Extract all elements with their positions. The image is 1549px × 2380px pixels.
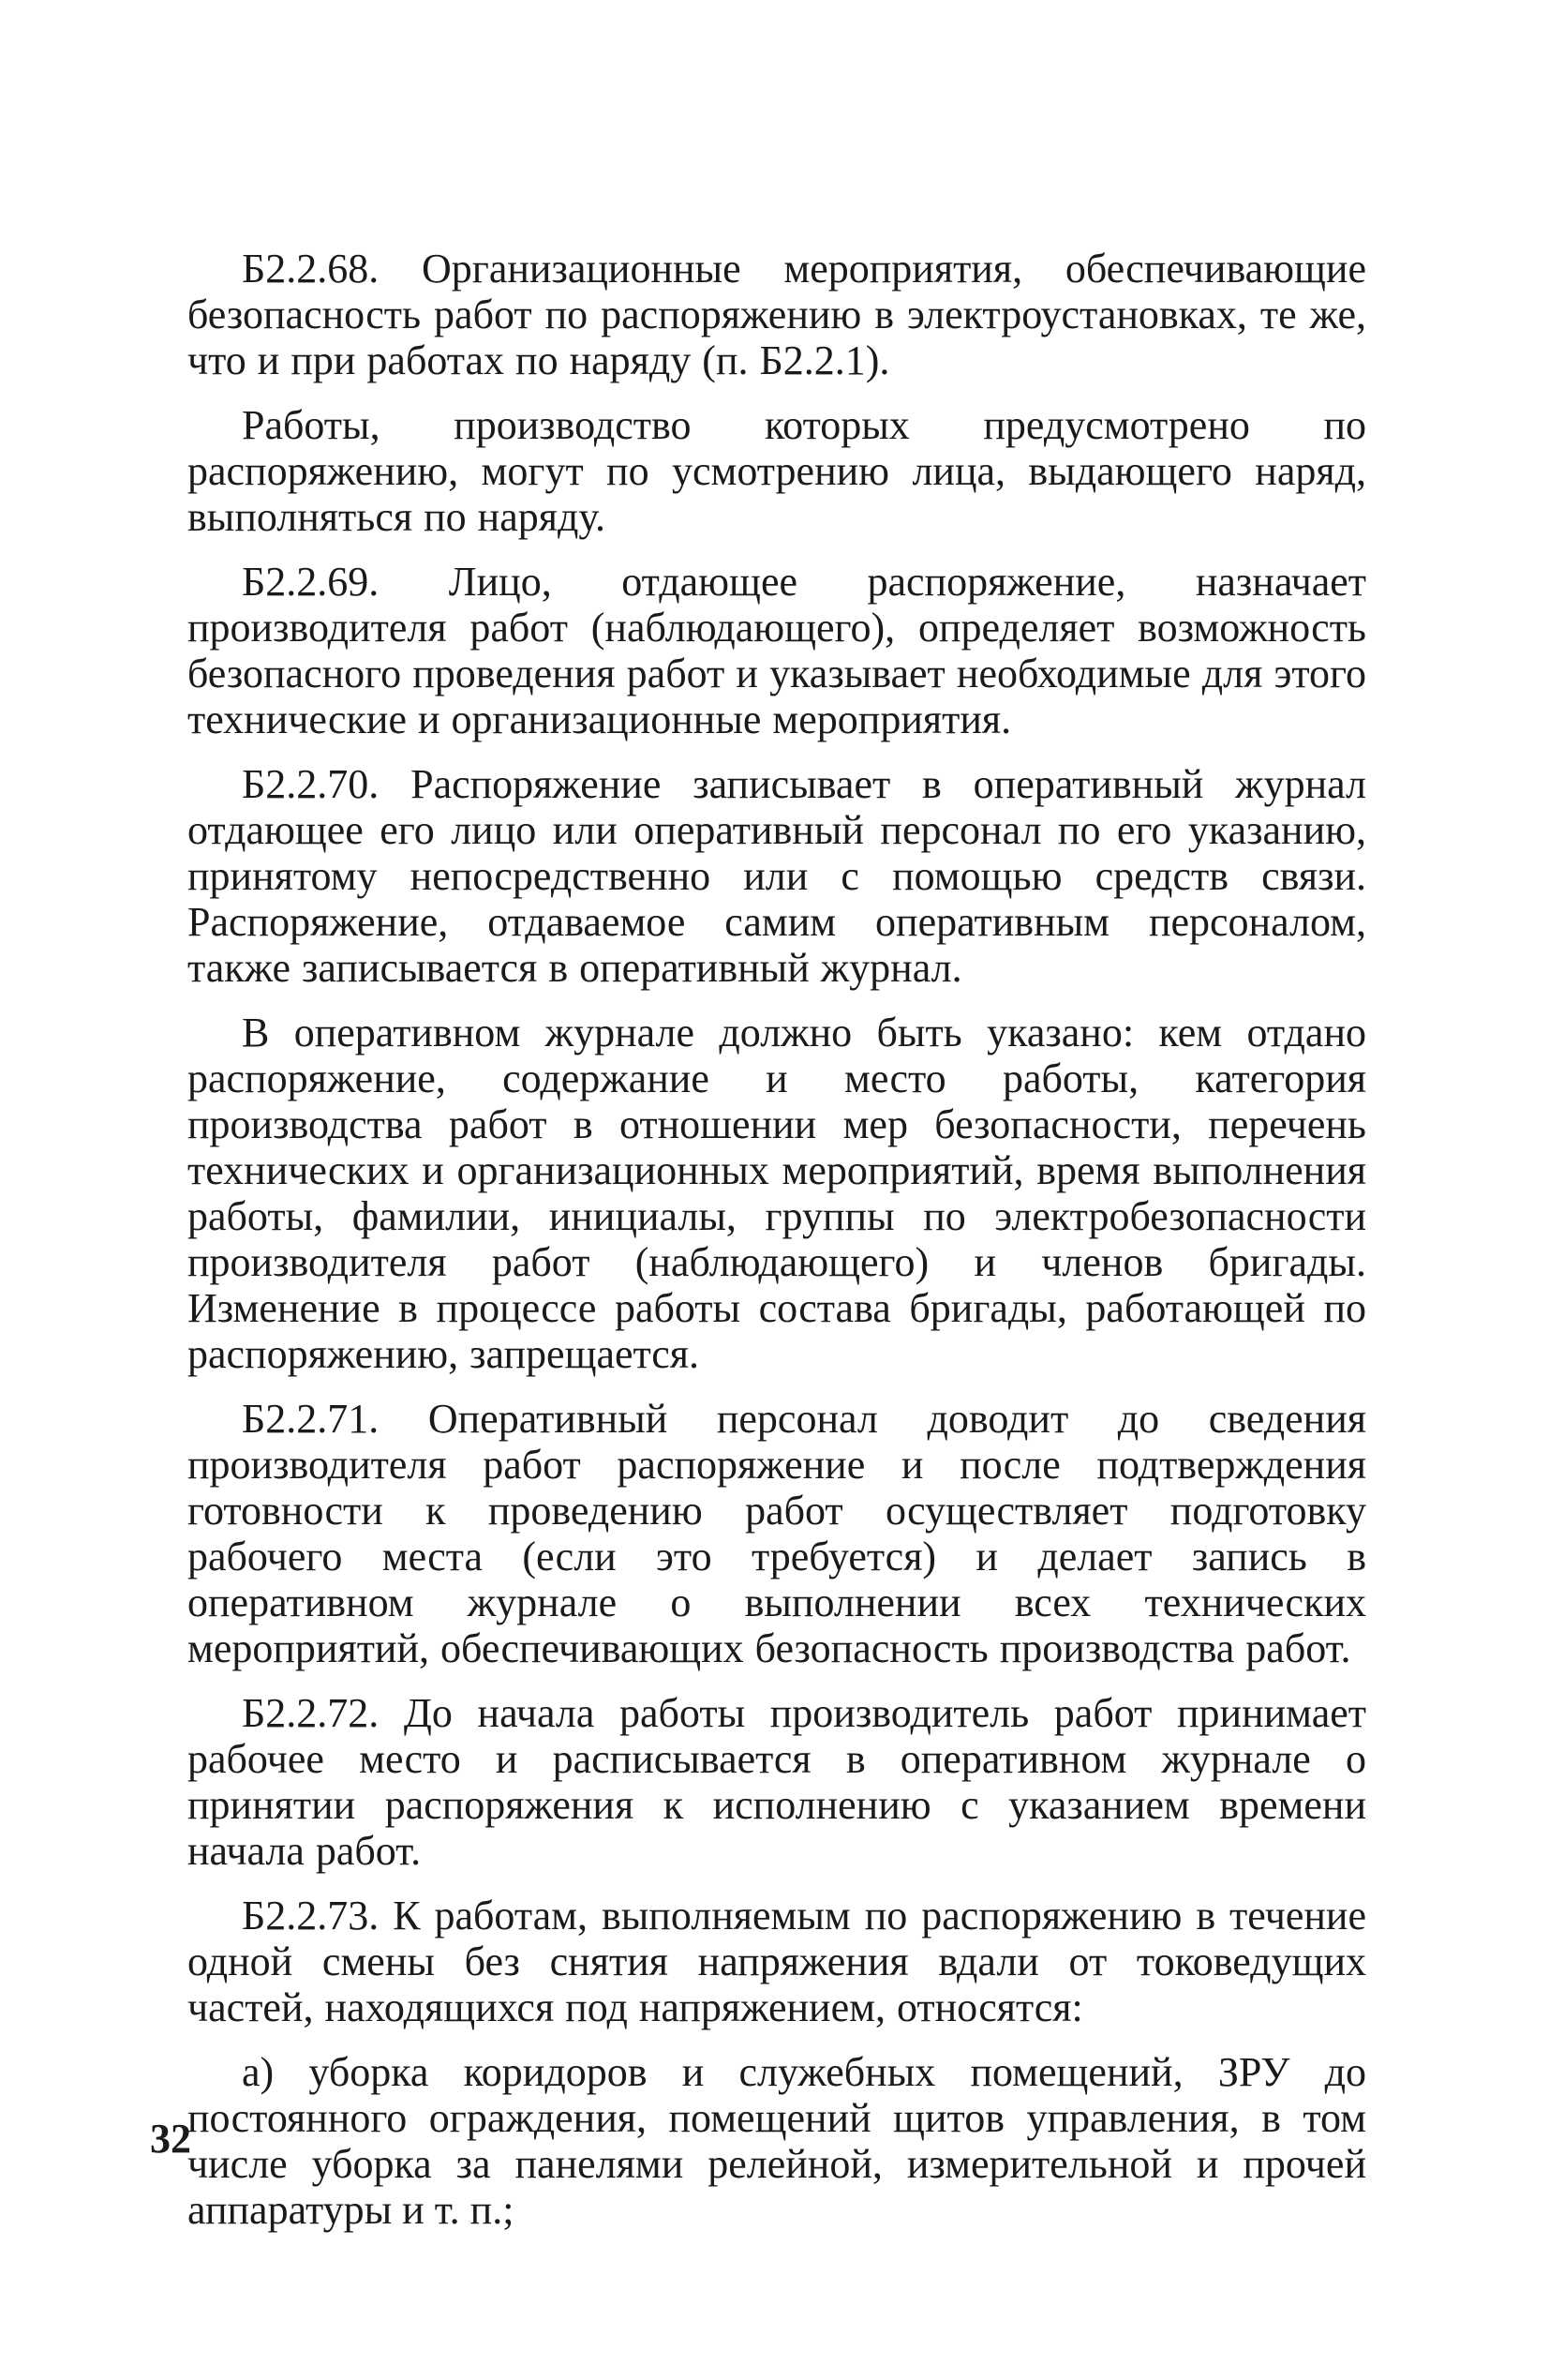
paragraph-work-by-order: Работы, производство которых предусмотрено по распоряжению, могут по усмотрению лица, выдающего наряд, выполняться по наряду. — [187, 402, 1366, 540]
paragraph-b2-2-68: Б2.2.68. Организационные мероприятия, обеспечивающие безопасность работ по распоряжению в электроустановках, те же, что и при работах по наряду (п. Б2.2.1). — [187, 246, 1366, 383]
document-page — [187, 246, 1366, 2252]
page-number: 32 — [150, 2116, 191, 2162]
paragraph-journal-contents: В оперативном журнале должно быть указано: кем отдано распоряжение, содержание и место работы, категория производства работ в отношении мер безопасности, перечень технических и организационных мероприятий, время выполнения работы, фамилии, инициалы, группы по электробезопасности производителя работ (наблюдающего) и членов бригады. Изменение в процессе работы состава бригады, работающей по распоряжению, запрещается. — [187, 1010, 1366, 1377]
paragraph-b2-2-71: Б2.2.71. Оперативный персонал доводит до сведения производителя работ распоряжение и после подтверждения готовности к проведению работ осуществляет подготовку рабочего места (если это требуется) и делает запись в оперативном журнале о выполнении всех технических мероприятий, обеспечивающих безопасность производства работ. — [187, 1396, 1366, 1671]
paragraph-b2-2-69: Б2.2.69. Лицо, отдающее распоряжение, назначает производителя работ (наблюдающего), определяет возможность безопасного проведения работ и указывает необходимые для этого технические и организационные мероприятия. — [187, 559, 1366, 742]
paragraph-b2-2-70: Б2.2.70. Распоряжение записывает в оперативный журнал отдающее его лицо или оперативный персонал по его указанию, принятому непосредственно или с помощью средств связи. Распоряжение, отдаваемое самим оперативным персоналом, также записывается в оперативный журнал. — [187, 761, 1366, 991]
paragraph-b2-2-73: Б2.2.73. К работам, выполняемым по распоряжению в течение одной смены без снятия напряжения вдали от токоведущих частей, находящихся под напряжением, относятся: — [187, 1893, 1366, 2030]
list-item-a: а) уборка коридоров и служебных помещений, ЗРУ до постоянного ограждения, помещений щитов управления, в том числе уборка за панелями релейной, измерительной и прочей аппаратуры и т. п.; — [187, 2049, 1366, 2233]
paragraph-b2-2-72: Б2.2.72. До начала работы производитель работ принимает рабочее место и расписывается в оперативном журнале о принятии распоряжения к исполнению с указанием времени начала работ. — [187, 1690, 1366, 1874]
